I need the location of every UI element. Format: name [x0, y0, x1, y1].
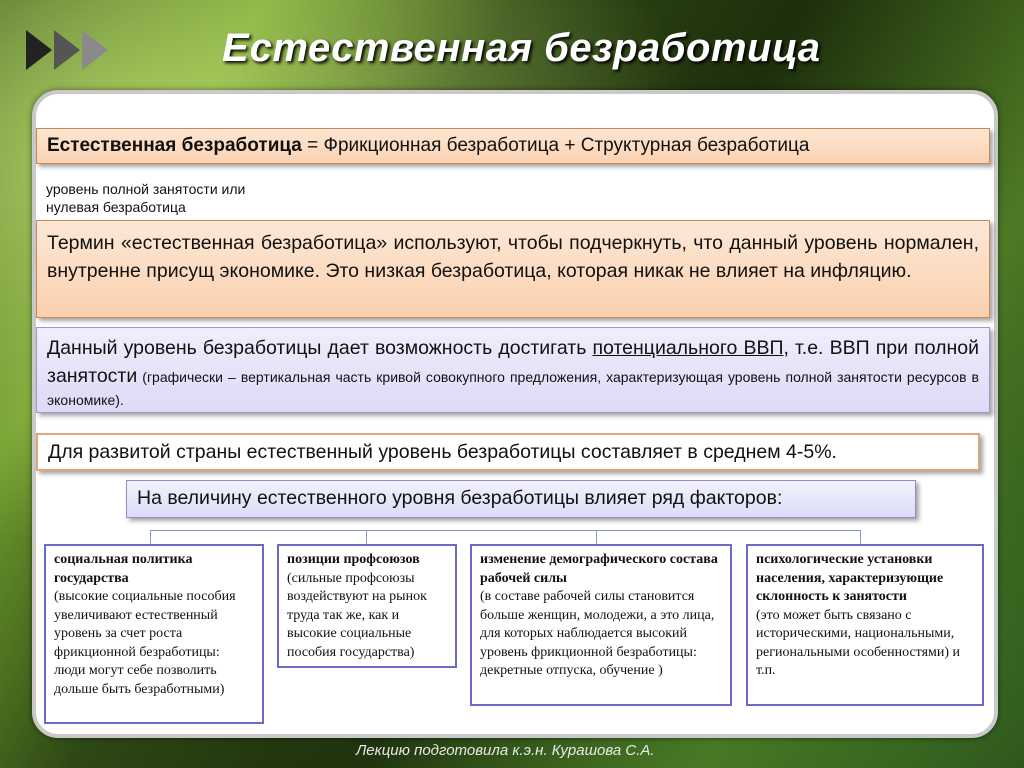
level-text-part2: , т.е. ВВП при полной занятости: [47, 337, 979, 387]
equation-rhs: = Фрикционная безработица + Структурная безработица: [301, 135, 810, 156]
connector-line: [150, 530, 151, 545]
connector-line: [860, 530, 861, 545]
factor-text: (сильные профсоюзы воздействуют на рынок труда так же, как и высокие социальные пособия государства): [287, 570, 427, 660]
arrow-icon: [54, 30, 80, 70]
factor-title: изменение демографического состава рабочей силы: [480, 552, 718, 586]
level-text-small: (графически – вертикальная часть кривой совокупного предложения, характеризующая уровень полной занятости ресурсов в экономике).: [47, 369, 979, 408]
factor-box-psychology: [746, 544, 984, 706]
potential-gdp-box: [36, 327, 990, 413]
note-line: нулевая безработица: [46, 199, 186, 215]
full-employment-note: [46, 180, 346, 216]
level-text-part1: Данный уровень безработицы дает возможность достигать: [47, 337, 593, 359]
footer-credit: Лекцию подготовила к.э.н. Курашова С.А.: [356, 742, 655, 759]
potential-gdp-term: потенциального ВВП: [592, 337, 784, 359]
slide-title: Естественная безработица: [222, 26, 821, 70]
arrow-icon: [26, 30, 52, 70]
factor-box-demography: [470, 544, 732, 706]
factors-header-box: На величину естественного уровня безработицы влияет ряд факторов:: [126, 480, 916, 518]
connector-line: [596, 530, 597, 545]
factor-title: социальная политика государства: [54, 552, 193, 586]
term-definition-box: Термин «естественная безработица» используют, чтобы подчеркнуть, что данный уровень нормален, внутренне присущ экономике. Это низкая безработица, которая никак не влияет на инфляцию.: [36, 220, 990, 318]
factor-text: (в составе рабочей силы становится больше женщин, молодежи, а это лица, для которых наблюдается высокий уровень фрикционной безработицы: декретные отпуска, обучение ): [480, 589, 715, 678]
arrow-icon: [82, 30, 108, 70]
factor-box-social-policy: [44, 544, 264, 724]
factor-text: (это может быть связано с историческими, национальными, региональными особенностями) и т.п.: [756, 607, 961, 678]
nav-arrows-icon: [26, 30, 110, 70]
note-line: уровень полной занятости или: [46, 181, 246, 197]
factor-box-unions: [277, 544, 457, 668]
connector-line: [150, 530, 860, 531]
factor-title: психологические установки населения, характеризующие склонность к занятости: [756, 552, 944, 604]
connector-line: [366, 530, 367, 545]
equation-lhs: Естественная безработица: [47, 135, 302, 156]
equation-box: [36, 128, 990, 164]
factor-text: (высокие социальные пособия увеличивают естественный уровень за счет роста фрикционной безработицы: люди могут себе позволить дольше быть безработными): [54, 589, 236, 697]
developed-country-box: Для развитой страны естественный уровень безработицы составляет в среднем 4-5%.: [36, 433, 980, 471]
factor-title: позиции профсоюзов: [287, 552, 420, 567]
